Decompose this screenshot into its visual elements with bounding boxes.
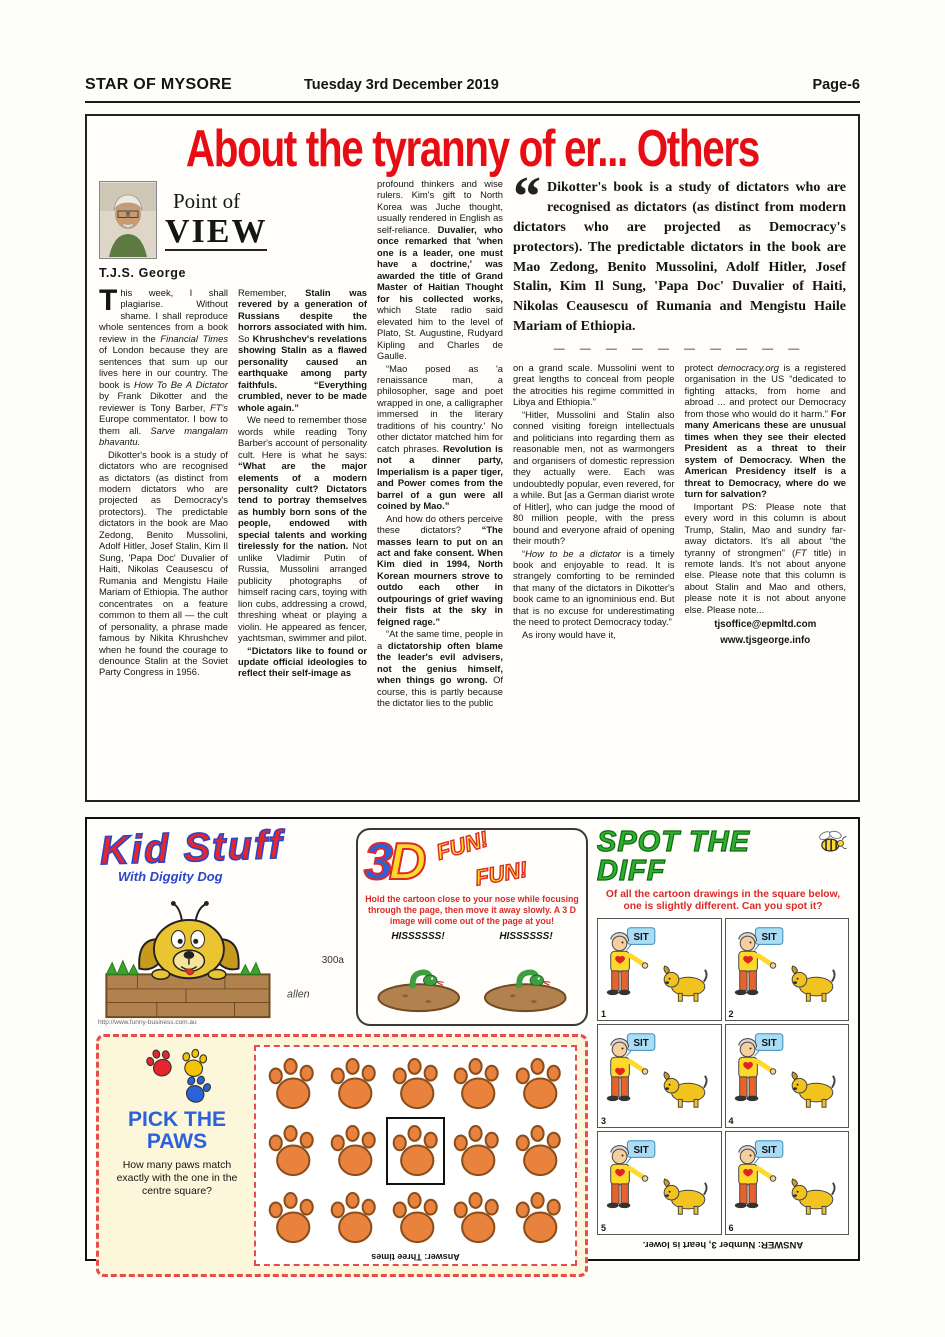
man-and-dog-cartoon <box>598 919 721 1021</box>
paw-print-icon <box>512 1053 566 1115</box>
paw-print <box>388 1119 444 1183</box>
paragraph <box>99 284 229 448</box>
article-body <box>99 166 846 794</box>
paw-print-icon <box>450 1187 504 1249</box>
paw-print-icon <box>265 1053 319 1115</box>
logo-line1: Point of <box>173 188 241 213</box>
panel-number: 5 <box>601 1223 607 1233</box>
spot-diff-cartoon-panel <box>725 1131 850 1235</box>
snakes-cartoon <box>364 942 580 1014</box>
page-number: Page-6 <box>812 77 860 93</box>
pick-the-paws-panel <box>96 1034 588 1277</box>
man-and-dog-cartoon <box>726 1025 849 1127</box>
paw-print <box>449 1052 505 1116</box>
contact-email: tjsoffice@epmltd.com <box>714 619 817 631</box>
point-of-view-logo <box>99 178 367 265</box>
threed-fun-panel <box>356 828 588 1026</box>
spot-the-diff-panel <box>597 828 849 1250</box>
paw-print-icon <box>389 1053 443 1115</box>
man-and-dog-cartoon <box>726 1132 849 1234</box>
sit-bubble-label: SIT <box>633 931 649 943</box>
sit-bubble-label: SIT <box>760 1145 777 1157</box>
deco-paws <box>121 1045 233 1107</box>
spot-diff-cartoon-panel <box>597 1024 722 1128</box>
paragraph: “Hitler, Mussolini and Stalin also conned visiting foreign intellectuals and politicians into regarding them as reasonable men, not as warmongers and organisers of domestic repression they actually were. Each was undoubtedly popular, even revered, for a while. But [as a German diarist wrote of Hitler], who can judge the mood of 80 million people, with the press bound and everyone afraid of opening their mouth? <box>513 408 675 547</box>
paragraph: “Dictators like to found or update official ideologies to reflect their self-image as <box>238 644 367 679</box>
kid-stuff-subtitle: With Diggity Dog <box>118 869 223 884</box>
paw-print-icon <box>327 1120 381 1182</box>
paw-print <box>449 1186 505 1250</box>
paw-print <box>511 1119 567 1183</box>
threed-d: D <box>388 833 427 891</box>
sub-columns <box>513 362 846 794</box>
author-photo <box>99 181 157 259</box>
paragraph: “How to be a dictator is a timely book and enjoyable to read. It is strangely comforting to be reminded that many of the dictators in Dikotter's book came to an ignominious end. But that is no excuse for underestimating the need to protect Democracy today.” <box>513 547 675 628</box>
paragraph: And how do others perceive these dictators? “The masses learn to put on an act and fake consent. When Kim died in 1994, North Korean mourners strove to outdo each other in outpourings of grief waving their fists at the sky in feigned rage.” <box>377 512 503 627</box>
comics-top-row <box>96 822 588 1026</box>
spot-the-diff-answer: ANSWER: Number 3, heart is lower. <box>642 1239 804 1250</box>
pick-the-paws-left <box>107 1045 247 1266</box>
kid-stuff-panel <box>96 822 348 1026</box>
paw-print-icon <box>512 1120 566 1182</box>
column-right <box>513 166 846 794</box>
author-portrait-illustration <box>100 182 156 258</box>
logo-text <box>165 189 267 252</box>
hiss-left: HISSSSSS! <box>391 930 445 942</box>
diggity-dog-cartoon <box>96 885 344 1021</box>
logo-line2: VIEW <box>165 212 268 250</box>
column-1-paragraphs <box>99 449 228 678</box>
spot-diff-cartoon-panel <box>597 1131 722 1235</box>
comics-section <box>85 817 860 1261</box>
paw-print-icon <box>265 1187 319 1249</box>
paragraph: Remember, Stalin was revered by a generation of Russians despite the horrors associated with him. So Khrushchev's revelations showing Stalin as a flawed personality caused an earthquake among party faithfuls. “Everything crumbled, never to be made whole again.” <box>238 287 367 413</box>
paw-print-icon <box>140 1042 181 1084</box>
paw-print <box>511 1186 567 1250</box>
paw-print <box>388 1186 444 1250</box>
credit-url: http://www.funny-business.com.au <box>98 1019 197 1026</box>
dropcap: T <box>99 284 118 317</box>
threed-fun-word-2: FUN! <box>473 856 530 891</box>
spot-diff-cartoon-panel <box>725 918 850 1022</box>
panel-number: 1 <box>601 1009 607 1020</box>
bee-icon <box>815 828 849 857</box>
paragraph: “At the same time, people in a dictatorship often blame the leader's evil advisers, not the genius himself, when things go wrong. Of course, this is partly because the dictator lies to the public <box>377 628 503 709</box>
quote-mark-icon: “ <box>513 166 541 228</box>
figure-number: 300a <box>321 955 344 966</box>
column-1 <box>99 284 229 794</box>
paw-print-icon <box>450 1120 504 1182</box>
spot-the-diff-header <box>597 828 849 886</box>
byline: T.J.S. George <box>99 266 186 280</box>
column-2 <box>238 287 367 794</box>
page-header <box>85 76 860 103</box>
column-5 <box>685 362 847 794</box>
page-sheet <box>85 76 860 1261</box>
paw-print <box>264 1052 320 1116</box>
paragraph: on a grand scale. Mussolini went to great lengths to conceal from people the atrocities his regime committed in Libya and Ethiopia.” <box>513 362 675 408</box>
columns-1-2 <box>99 178 367 794</box>
issue-date: Tuesday 3rd December 2019 <box>304 77 499 93</box>
man-and-dog-cartoon <box>726 919 849 1021</box>
pick-the-paws-title: PICK THE PAWS <box>127 1108 226 1154</box>
pair-columns <box>99 284 367 794</box>
pull-quote-text: Dikotter's book is a study of dictators who are recognised as dictators (as distinct from modern dictators who are projected as Democracy's protectors). The predictable dictators in the book are Mao Zedong, Benito Mussolini, Adolf Hitler, Josef Stalin, Kim Il Sung, 'Papa Doc' Duvalier of Haiti, Nikolas Ceausescu of Rumania and Mengistu Haile Mariam of Ethiopia. <box>513 180 846 335</box>
paw-print-icon <box>512 1187 566 1249</box>
panel-number: 3 <box>601 1116 607 1127</box>
sit-bubble-label: SIT <box>633 1145 649 1157</box>
contact-website: www.tjsgeorge.info <box>720 635 811 647</box>
panel-number: 4 <box>728 1116 734 1127</box>
paragraph: Dikotter's book is a study of dictators who are recognised as dictators (as distinct from modern dictators who are projected as Democracy's protectors). The predictable dictators in the book are Mao Zedong, Benito Mussolini, Adolf Hitler, Josef Stalin, Kim Il Sung, 'Papa Doc' Duvalier of Haiti, Nikolas Ceausescu of Rumania and Mengistu Haile Mariam of Ethiopia. The author concentrates on a feature common to them all — the cult of personality, a phrase made famous by Nikita Khrushchev when he found the courage to denounce Stalin at the Soviet Party Congress in 1956. <box>99 448 228 678</box>
column-3 <box>377 178 503 794</box>
paragraph: profound thinkers and wise rulers. Kim's gift to North Korea was Juche thought, usually rendered in English as self-reliance. Duvalier, who once remarked that 'when one is a leader, one must have a doctrine,' was awarded the title of Grand Master of Haitian Thought for his collected works, which State radio said elevated him to the level of Plato, St. Augustine, Rudyard Kipling and Charles de Gaulle. <box>377 178 503 362</box>
man-and-dog-cartoon <box>598 1132 721 1234</box>
paw-print-icon <box>389 1120 443 1182</box>
panel-number: 2 <box>728 1009 734 1020</box>
paw-print <box>511 1052 567 1116</box>
artist-signature: allen <box>287 988 310 1001</box>
kid-stuff-title: Kid Stuff <box>99 822 285 874</box>
masthead: STAR OF MYSORE <box>85 76 233 93</box>
paw-print <box>264 1186 320 1250</box>
comics-left-column <box>96 822 588 1262</box>
paw-print <box>449 1119 505 1183</box>
man-and-dog-cartoon <box>598 1025 721 1127</box>
spot-diff-grid <box>597 918 849 1235</box>
paw-print-icon <box>389 1187 443 1249</box>
pick-the-paws-answer: Answer: Three times <box>371 1251 460 1262</box>
paragraph: protect democracy.org is a registered organisation in the US “dedicated to fighting attacks, from home and abroad ... and protect our Democracy from those who would do it harm.” For many Americans these are unusual times when they see their elected President as a threat to their system of Democracy. When the American Presidency itself is a threat to Democracy, where do we turn for salvation? <box>684 362 846 500</box>
paw-print <box>326 1052 382 1116</box>
hiss-right: HISSSSSS! <box>499 930 553 942</box>
paw-print-icon <box>265 1120 319 1182</box>
paw-print <box>388 1052 444 1116</box>
threed-fun-word-1: FUN! <box>433 826 492 865</box>
dash-rule: — — — — — — — — — — <box>553 343 806 355</box>
kid-stuff-art <box>96 885 348 1026</box>
threed-3: 3 <box>364 833 393 891</box>
column-4 <box>513 362 675 794</box>
paragraph: Important PS: Please note that every word in this column is about Trump, Stalin, Mao and sundry far-away dictators. It's all about “the tyranny of strongmen” (FT title) in remote lands. It's not about anyone else. Please note that this column is about Stalin and Mao and others, please note it is not about anyone else. Please note... <box>684 500 846 615</box>
headline-wrap <box>99 120 846 178</box>
article <box>85 114 860 802</box>
paw-grid <box>264 1052 567 1250</box>
pick-the-paws-question: How many paws match exactly with the one in the centre square? <box>116 1159 238 1198</box>
spot-the-diff-instructions: Of all the cartoon drawings in the square below, one is slightly different. Can you spot it? <box>605 889 841 913</box>
panel-number: 6 <box>728 1223 734 1233</box>
pull-quote <box>513 166 846 337</box>
paw-print-icon <box>327 1187 381 1249</box>
paragraph: We need to remember those words while reading Tony Barber's account of personality cult. Here is what he says: “What are the major elements of a modern personality cult? Dictators tend to portray themselves as humbly born sons of the people, endowed with special talents and working tirelessly for the nation. Not unlike Vladimir Putin of Russia, Mussolini arranged publicity photographs of himself racing cars, toying with lion cubs, addressing a crowd, threshing wheat or playing a violin. He appeared as fencer, yachtsman, swimmer and pilot. <box>238 414 367 644</box>
hiss-labels <box>364 931 580 942</box>
spot-the-diff-title: SPOT THE DIFF <box>597 826 751 887</box>
sit-bubble-label: SIT <box>633 1038 649 1050</box>
paragraph: As irony would have it, <box>522 628 616 640</box>
paw-print <box>326 1186 382 1250</box>
sit-bubble-label: SIT <box>760 931 777 943</box>
paw-print <box>326 1119 382 1183</box>
spot-diff-cartoon-panel <box>597 918 722 1022</box>
column-5-paragraphs <box>685 362 847 615</box>
lead-paragraph: his week, I shall plagiarise. Without shame. I shall reproduce whole sentences from a book review in the Financial Times of London because they are sentences that sum up our lives here in our country. The book is How To Be A Dictator by Frank Dikotter and the reviewer is Tony Barber, FT's Europe commentator. I bow to them all. Sarve mangalam bhavantu. <box>99 287 229 448</box>
spot-diff-cartoon-panel <box>725 1024 850 1128</box>
paw-print-icon <box>327 1053 381 1115</box>
paw-print <box>138 1041 181 1086</box>
paw-print-icon <box>450 1053 504 1115</box>
threed-instructions: Hold the cartoon close to your nose while focusing through the page, then move it away slowly. A 3 D image will come out of the page at you! <box>365 894 579 926</box>
paw-print <box>264 1119 320 1183</box>
pick-the-paws-grid-box <box>254 1045 577 1266</box>
sit-bubble-label: SIT <box>760 1038 777 1050</box>
headline: About the tyranny of er... Others <box>186 120 759 178</box>
paragraph: “Mao posed as 'a renaissance man, a philosopher, sage and poet wrapped in one, a calligrapher immersed in the literary traditions of his country.' No other dictator matched him for catch phrases. Revolution is not a dinner party, Imperialism is a paper tiger, and Power comes from the barrel of a gun were all coined by Mao.” <box>377 362 503 512</box>
threed-fun-title <box>364 826 580 893</box>
